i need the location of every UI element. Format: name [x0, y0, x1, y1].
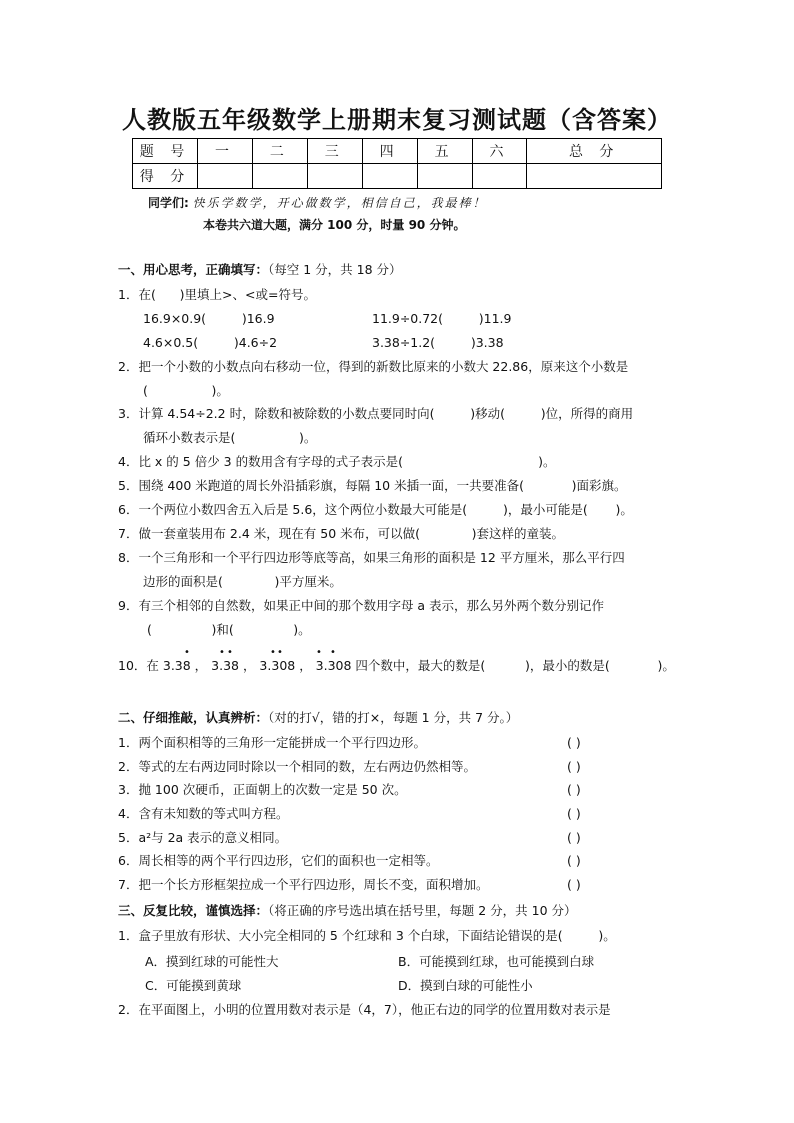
choice-question-2: 2．在平面图上，小明的位置用数对表示是（4，7），他正右边的同学的位置用数对表示是: [118, 1002, 611, 1017]
question-2-line2: ( )。: [143, 383, 229, 398]
section3-scoring: （将正确的序号选出填在括号里，每题 2 分，共 10 分）: [268, 903, 577, 918]
question-9-line1: 9．有三个相邻的自然数，如果正中间的那个数用字母 a 表示，那么另外两个数分别记作: [118, 598, 605, 613]
note-lead: 同学们:: [148, 196, 189, 210]
repeat-dot: •: [316, 647, 322, 658]
score-header-cell: 五: [417, 139, 472, 164]
section3-title: 三、反复比较，谨慎选择：: [118, 903, 269, 918]
question-10: 10．在 3.38 ， 3.38 ， 3.308 ， 3.308 四个数中，最大的数是( )，最小的数是( )。: [118, 658, 675, 673]
section2-title: 二、仔细推敲，认真辨析：: [118, 710, 269, 725]
repeat-dot: •: [277, 647, 283, 658]
repeat-dot: •: [330, 647, 336, 658]
question-8-line2: 边形的面积是( )平方厘米。: [143, 574, 342, 589]
repeat-dot: •: [219, 647, 225, 658]
judge-item: 2．等式的左右两边同时除以一个相同的数，左右两边仍然相等。: [118, 759, 476, 774]
score-cell[interactable]: [417, 164, 472, 189]
note-motto: 快乐学数学，开心做数学，相信自己，我最棒！: [192, 196, 487, 210]
repeat-dot: •: [270, 647, 276, 658]
question-2-line1: 2．把一个小数的小数点向右移动一位，得到的新数比原来的小数大 22.86，原来这个小数是: [118, 359, 629, 374]
score-cell[interactable]: [362, 164, 417, 189]
score-cell[interactable]: [252, 164, 307, 189]
section1-scoring: （每空 1 分，共 18 分）: [268, 262, 402, 277]
score-table-header-row: [133, 139, 662, 164]
answer-blank[interactable]: ( ): [567, 759, 581, 774]
answer-blank[interactable]: ( ): [567, 830, 581, 845]
option-b[interactable]: B．可能摸到红球，也可能摸到白球: [398, 954, 595, 969]
answer-blank[interactable]: ( ): [567, 806, 581, 821]
section2-scoring: （对的打√，错的打×，每题 1 分，共 7 分。）: [268, 710, 519, 725]
option-a[interactable]: A．摸到红球的可能性大: [145, 954, 279, 969]
judge-item: 1．两个面积相等的三角形一定能拼成一个平行四边形。: [118, 735, 426, 750]
score-header-cell: 总 分: [527, 139, 662, 164]
question-6: 6．一个两位小数四舍五入后是 5.6，这个两位小数最大可能是( )，最小可能是( )。: [118, 502, 633, 517]
score-header-cell: 二: [252, 139, 307, 164]
judge-item: 6．周长相等的两个平行四边形，它们的面积也一定相等。: [118, 853, 439, 868]
question-1a: 16.9×0.9( )16.9: [143, 311, 275, 326]
question-3-line2: 循环小数表示是( )。: [143, 430, 317, 445]
question-1d: 3.38÷1.2( )3.38: [372, 335, 504, 350]
section1-heading: [118, 262, 402, 278]
option-c[interactable]: C．可能摸到黄球: [145, 978, 242, 993]
score-table-score-row: [133, 164, 662, 189]
judge-item: 5．a²与 2a 表示的意义相同。: [118, 830, 288, 845]
score-header-cell: 题 号: [133, 139, 198, 164]
repeat-dot: •: [227, 647, 233, 658]
score-header-cell: 一: [198, 139, 253, 164]
section1-title: 一、用心思考，正确填写：: [118, 262, 269, 277]
question-7: 7．做一套童装用布 2.4 米，现在有 50 米布，可以做( )套这样的童装。: [118, 526, 565, 541]
question-9-line2: ( )和( )。: [143, 622, 311, 637]
question-3-line1: 3．计算 4.54÷2.2 时，除数和被除数的小数点要同时向( )移动( )位，所得的商用: [118, 406, 634, 421]
score-cell[interactable]: [472, 164, 527, 189]
score-cell[interactable]: [198, 164, 253, 189]
score-header-cell: 三: [307, 139, 362, 164]
score-row-label: 得 分: [133, 164, 198, 189]
question-4: 4．比 x 的 5 倍少 3 的数用含有字母的式子表示是( )。: [118, 454, 556, 469]
student-note: [148, 194, 487, 211]
answer-blank[interactable]: ( ): [567, 782, 581, 797]
section3-heading: [118, 903, 577, 919]
question-1: 1．在( )里填上>、<或=符号。: [118, 287, 316, 302]
score-header-cell: 六: [472, 139, 527, 164]
question-1b: 11.9÷0.72( )11.9: [372, 311, 512, 326]
choice-question-1: 1．盒子里放有形状、大小完全相同的 5 个红球和 3 个白球，下面结论错误的是( )。: [118, 928, 616, 943]
exam-info: 本卷共六道大题，满分 100 分，时量 90 分钟。: [203, 218, 466, 232]
question-8-line1: 8．一个三角形和一个平行四边形等底等高，如果三角形的面积是 12 平方厘米，那么平行四: [118, 550, 625, 565]
option-d[interactable]: D．摸到白球的可能性小: [398, 978, 533, 993]
judge-item: 4．含有未知数的等式叫方程。: [118, 806, 289, 821]
judge-item: 3．抛 100 次硬币，正面朝上的次数一定是 50 次。: [118, 782, 407, 797]
question-1c: 4.6×0.5( )4.6÷2: [143, 335, 278, 350]
question-5: 5．围绕 400 米跑道的周长外沿插彩旗，每隔 10 米插一面，一共要准备( )面彩旗。: [118, 478, 627, 493]
score-cell[interactable]: [527, 164, 662, 189]
answer-blank[interactable]: ( ): [567, 877, 581, 892]
score-header-cell: 四: [362, 139, 417, 164]
section2-heading: [118, 710, 518, 726]
judge-item: 7．把一个长方形框架拉成一个平行四边形，周长不变，面积增加。: [118, 877, 489, 892]
page-title: 人教版五年级数学上册期末复习测试题（含答案）: [122, 106, 672, 134]
repeat-dot: •: [184, 647, 190, 658]
answer-blank[interactable]: ( ): [567, 735, 581, 750]
score-table: [132, 138, 662, 189]
score-cell[interactable]: [307, 164, 362, 189]
answer-blank[interactable]: ( ): [567, 853, 581, 868]
